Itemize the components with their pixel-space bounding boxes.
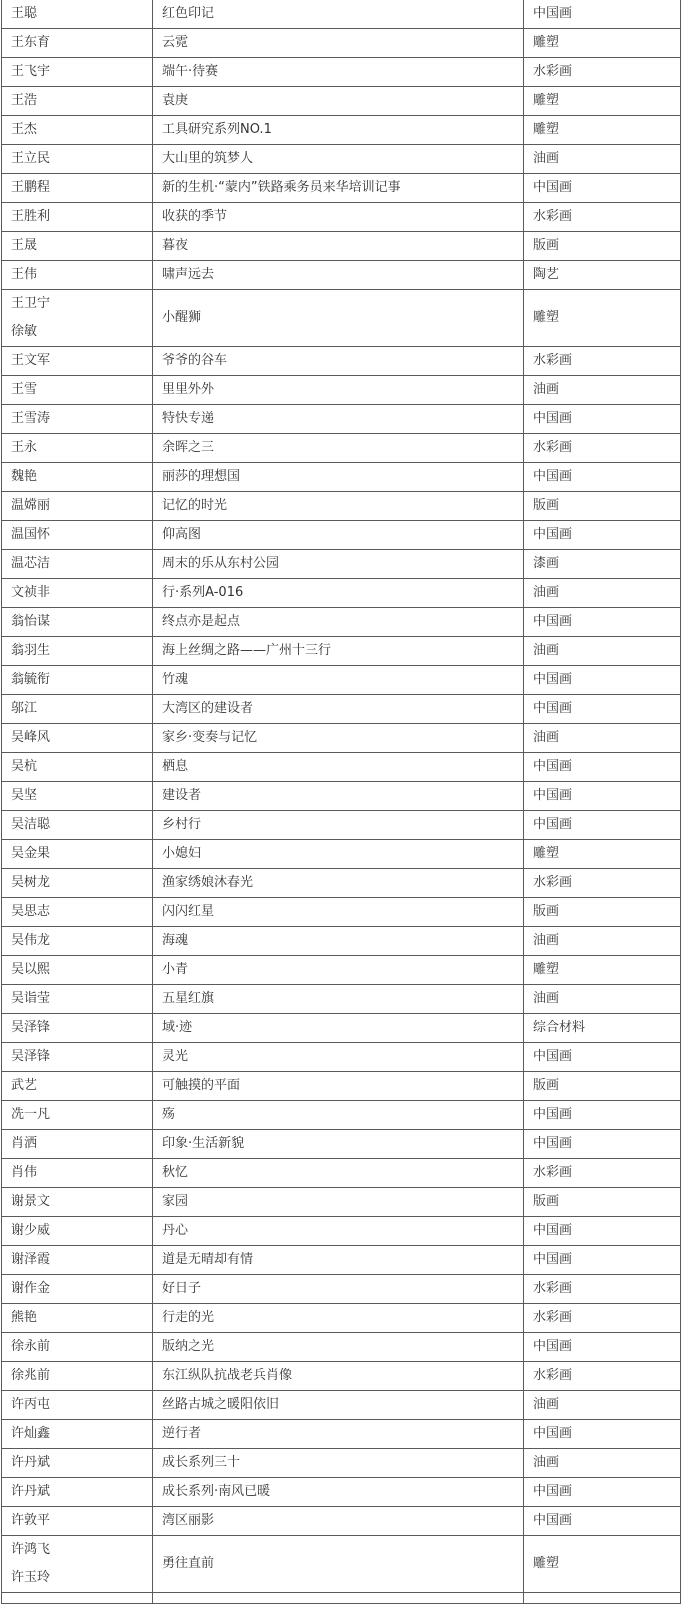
artist-cell	[2, 58, 153, 87]
artist-cell	[2, 376, 153, 405]
artist-cell	[2, 840, 153, 869]
artist-cell	[2, 290, 153, 347]
artist-name: 王伟	[11, 267, 38, 282]
artist-cell	[2, 811, 153, 840]
title-cell: 秋忆	[153, 1159, 524, 1188]
artist-name: 吴泽锋	[11, 1020, 51, 1035]
artist-name: 吴峰风	[11, 730, 51, 745]
artist-cell	[2, 1333, 153, 1362]
table-row	[2, 869, 681, 898]
artist-cell	[2, 434, 153, 463]
artist-cell	[2, 1507, 153, 1536]
table-row	[2, 666, 681, 695]
title-cell: 成长系列·南风已暖	[153, 1478, 524, 1507]
title-cell: 特快专递	[153, 405, 524, 434]
table-row	[2, 1072, 681, 1101]
title-cell: 行走的光	[153, 1304, 524, 1333]
table-row	[2, 145, 681, 174]
title-cell: 丝路古城之暖阳依旧	[153, 1391, 524, 1420]
table-row	[2, 376, 681, 405]
title-cell: 终点亦是起点	[153, 608, 524, 637]
category-cell: 中国画	[524, 811, 681, 840]
artist-cell	[2, 1275, 153, 1304]
category-cell: 中国画	[524, 1101, 681, 1130]
category-cell: 油画	[524, 579, 681, 608]
artist-name: 许敦平	[11, 1513, 51, 1528]
title-cell: 大山里的筑梦人	[153, 145, 524, 174]
table-row	[2, 985, 681, 1014]
table-row	[2, 1304, 681, 1333]
artist-cell	[2, 347, 153, 376]
table-body	[2, 0, 681, 1604]
title-cell: 记忆的时光	[153, 492, 524, 521]
artist-cell	[2, 608, 153, 637]
artist-cell	[2, 203, 153, 232]
table-row	[2, 550, 681, 579]
table-row	[2, 898, 681, 927]
table-row	[2, 608, 681, 637]
table-row	[2, 29, 681, 58]
title-cell: 五星红旗	[153, 985, 524, 1014]
artist-name: 熊艳	[11, 1310, 38, 1325]
artist-cell	[2, 666, 153, 695]
title-cell: 收获的季节	[153, 203, 524, 232]
artist-cell	[2, 405, 153, 434]
artist-cell	[2, 927, 153, 956]
artwork-list-table	[1, 0, 681, 1604]
title-cell: 工具研究系列NO.1	[153, 116, 524, 145]
artist-cell	[2, 261, 153, 290]
category-cell: 水彩画	[524, 1304, 681, 1333]
title-cell: 余晖之三	[153, 434, 524, 463]
category-cell: 水彩画	[524, 1159, 681, 1188]
title-cell: 闪闪红星	[153, 898, 524, 927]
artist-cell	[2, 1391, 153, 1420]
artist-name: 吴坚	[11, 788, 38, 803]
category-cell: 水彩画	[524, 1275, 681, 1304]
table-row	[2, 405, 681, 434]
table-row	[2, 1478, 681, 1507]
title-cell: 大湾区的建设者	[153, 695, 524, 724]
category-cell: 中国画	[524, 1217, 681, 1246]
artist-name: 王晟	[11, 238, 38, 253]
category-cell: 水彩画	[524, 58, 681, 87]
table-row	[2, 637, 681, 666]
artist-name: 王浩	[11, 93, 38, 108]
category-cell: 油画	[524, 145, 681, 174]
artist-name: 王永	[11, 440, 38, 455]
title-cell: 暮夜	[153, 232, 524, 261]
title-cell: 行·系列A-016	[153, 579, 524, 608]
category-cell: 油画	[524, 724, 681, 753]
artist-name: 谢作金	[11, 1281, 51, 1296]
artist-cell	[2, 724, 153, 753]
category-cell: 油画	[524, 1391, 681, 1420]
title-cell: 乡村行	[153, 811, 524, 840]
title-cell: 建设者	[153, 782, 524, 811]
artist-name: 吴诣莹	[11, 991, 51, 1006]
artist-name: 王聪	[11, 6, 38, 21]
table-row	[2, 840, 681, 869]
category-cell: 中国画	[524, 405, 681, 434]
category-cell: 雕塑	[524, 956, 681, 985]
title-cell: 道是无晴却有情	[153, 1246, 524, 1275]
title-cell: 家乡·变奏与记忆	[153, 724, 524, 753]
artist-cell	[2, 145, 153, 174]
artist-cell	[2, 782, 153, 811]
table-row	[2, 87, 681, 116]
title-cell: 仰高图	[153, 521, 524, 550]
artist-name: 王雪	[11, 382, 38, 397]
artist-name: 徐永前	[11, 1339, 51, 1354]
table-row	[2, 1362, 681, 1391]
category-cell: 水彩画	[524, 434, 681, 463]
title-cell: 海魂	[153, 927, 524, 956]
title-cell: 家园	[153, 1188, 524, 1217]
title-cell: 好日子	[153, 1275, 524, 1304]
table-row	[2, 1507, 681, 1536]
artist-name: 徐敏	[11, 324, 38, 339]
artist-cell	[2, 1043, 153, 1072]
table-row	[2, 1130, 681, 1159]
artist-name: 邬江	[11, 701, 38, 716]
category-cell: 水彩画	[524, 869, 681, 898]
artist-cell	[2, 29, 153, 58]
artist-name: 冼一凡	[11, 1107, 51, 1122]
artist-cell	[2, 550, 153, 579]
artist-cell	[2, 869, 153, 898]
category-cell: 水彩画	[524, 347, 681, 376]
table-row	[2, 956, 681, 985]
table-row	[2, 1014, 681, 1043]
category-cell: 漆画	[524, 550, 681, 579]
table-row	[2, 695, 681, 724]
title-cell: 丽莎的理想国	[153, 463, 524, 492]
artist-cell	[2, 1420, 153, 1449]
table-row	[2, 579, 681, 608]
title-cell: 渔家绣娘沐春光	[153, 869, 524, 898]
title-cell: 印象·生活新貌	[153, 1130, 524, 1159]
title-cell: 端午·待赛	[153, 58, 524, 87]
artist-cell	[2, 956, 153, 985]
table-row	[2, 290, 681, 347]
title-cell: 小醒狮	[153, 290, 524, 347]
category-cell: 版画	[524, 1072, 681, 1101]
category-cell: 中国画	[524, 521, 681, 550]
artist-name: 王杰	[11, 122, 38, 137]
artist-name: 许丹斌	[11, 1484, 51, 1499]
category-cell: 雕塑	[524, 290, 681, 347]
artist-cell	[2, 1014, 153, 1043]
artist-name: 许丙屯	[11, 1397, 51, 1412]
table-row	[2, 521, 681, 550]
category-cell: 油画	[524, 985, 681, 1014]
artist-cell	[2, 1188, 153, 1217]
title-cell: 竹魂	[153, 666, 524, 695]
artist-cell	[2, 174, 153, 203]
artist-name: 吴以熙	[11, 962, 51, 977]
artist-cell	[2, 898, 153, 927]
artist-name: 谢泽霞	[11, 1252, 51, 1267]
title-cell: 爷爷的谷车	[153, 347, 524, 376]
table-row	[2, 927, 681, 956]
title-cell: 周末的乐从东村公园	[153, 550, 524, 579]
table-row	[2, 1043, 681, 1072]
title-cell: 灵光	[153, 1043, 524, 1072]
artist-cell	[2, 1246, 153, 1275]
artist-name: 温国怀	[11, 527, 51, 542]
artist-cell	[2, 1159, 153, 1188]
table-row	[2, 58, 681, 87]
table-row	[2, 463, 681, 492]
title-cell: 小媳妇	[153, 840, 524, 869]
artist-cell	[2, 637, 153, 666]
category-cell: 中国画	[524, 608, 681, 637]
category-cell: 雕塑	[524, 116, 681, 145]
artist-name: 吴思志	[11, 904, 51, 919]
category-cell: 中国画	[524, 463, 681, 492]
category-cell: 中国画	[524, 753, 681, 782]
artist-cell	[2, 985, 153, 1014]
table-row	[2, 811, 681, 840]
title-cell: 成长系列三十	[153, 1449, 524, 1478]
artist-name: 翁毓衔	[11, 672, 51, 687]
artist-name: 吴洁聪	[11, 817, 51, 832]
artist-cell	[2, 1449, 153, 1478]
artist-name: 文祯非	[11, 585, 51, 600]
table-row	[2, 1101, 681, 1130]
category-cell: 水彩画	[524, 203, 681, 232]
title-cell: 海上丝绸之路——广州十三行	[153, 637, 524, 666]
table-row	[2, 203, 681, 232]
empty-cell	[153, 1593, 524, 1604]
artist-cell	[2, 116, 153, 145]
artist-name: 吴金果	[11, 846, 51, 861]
table-row	[2, 347, 681, 376]
table-row	[2, 1420, 681, 1449]
artist-cell	[2, 521, 153, 550]
category-cell: 雕塑	[524, 29, 681, 58]
artist-name: 肖洒	[11, 1136, 38, 1151]
artist-name: 肖伟	[11, 1165, 38, 1180]
artist-name: 温嫦丽	[11, 498, 51, 513]
artist-cell	[2, 232, 153, 261]
artist-cell	[2, 492, 153, 521]
artist-name: 王飞宇	[11, 64, 51, 79]
empty-cell	[524, 1593, 681, 1604]
artist-name: 吴伟龙	[11, 933, 51, 948]
artist-cell	[2, 1072, 153, 1101]
artist-name: 许鸿飞	[11, 1542, 51, 1557]
artist-cell	[2, 87, 153, 116]
artist-name: 许玉玲	[11, 1570, 51, 1585]
artist-name: 王卫宁	[11, 296, 51, 311]
category-cell: 油画	[524, 927, 681, 956]
title-cell: 丹心	[153, 1217, 524, 1246]
table-row	[2, 1217, 681, 1246]
artist-cell	[2, 579, 153, 608]
artist-cell	[2, 463, 153, 492]
title-cell: 小青	[153, 956, 524, 985]
artist-name: 吴杭	[11, 759, 38, 774]
table-row	[2, 174, 681, 203]
table-row	[2, 1391, 681, 1420]
artist-name: 王鹏程	[11, 180, 51, 195]
artist-name: 谢少威	[11, 1223, 51, 1238]
artist-cell	[2, 753, 153, 782]
category-cell: 中国画	[524, 1043, 681, 1072]
table-row	[2, 1275, 681, 1304]
artist-cell	[2, 695, 153, 724]
category-cell: 陶艺	[524, 261, 681, 290]
title-cell: 云霓	[153, 29, 524, 58]
artist-name: 魏艳	[11, 469, 38, 484]
artist-cell	[2, 1217, 153, 1246]
category-cell: 中国画	[524, 782, 681, 811]
artist-name: 吴泽锋	[11, 1049, 51, 1064]
table-row	[2, 1333, 681, 1362]
artist-name: 翁怡谋	[11, 614, 51, 629]
category-cell: 中国画	[524, 695, 681, 724]
artist-name: 徐兆前	[11, 1368, 51, 1383]
artist-name: 温芯洁	[11, 556, 51, 571]
category-cell: 中国画	[524, 174, 681, 203]
title-cell: 里里外外	[153, 376, 524, 405]
table-row-partial	[2, 1593, 681, 1604]
table-row	[2, 116, 681, 145]
artist-name: 王文军	[11, 353, 51, 368]
table-row	[2, 782, 681, 811]
artist-name: 王东育	[11, 35, 51, 50]
artist-name: 许灿鑫	[11, 1426, 51, 1441]
title-cell: 殇	[153, 1101, 524, 1130]
category-cell: 版画	[524, 1188, 681, 1217]
category-cell: 中国画	[524, 1130, 681, 1159]
title-cell: 逆行者	[153, 1420, 524, 1449]
table-row	[2, 1449, 681, 1478]
artist-name: 许丹斌	[11, 1455, 51, 1470]
title-cell: 栖息	[153, 753, 524, 782]
category-cell: 中国画	[524, 1246, 681, 1275]
table-row	[2, 434, 681, 463]
category-cell: 水彩画	[524, 1362, 681, 1391]
title-cell: 域·迹	[153, 1014, 524, 1043]
category-cell: 中国画	[524, 1507, 681, 1536]
category-cell: 油画	[524, 1449, 681, 1478]
table-row	[2, 492, 681, 521]
category-cell: 版画	[524, 898, 681, 927]
artist-name: 王雪涛	[11, 411, 51, 426]
table-row	[2, 724, 681, 753]
artist-name: 王胜利	[11, 209, 51, 224]
artist-name: 武艺	[11, 1078, 38, 1093]
category-cell: 中国画	[524, 1420, 681, 1449]
artist-name: 谢景文	[11, 1194, 51, 1209]
title-cell: 袁庚	[153, 87, 524, 116]
title-cell: 啸声远去	[153, 261, 524, 290]
artist-cell	[2, 1101, 153, 1130]
artist-cell	[2, 1478, 153, 1507]
category-cell: 中国画	[524, 1478, 681, 1507]
artist-cell	[2, 1304, 153, 1333]
artist-name: 王立民	[11, 151, 51, 166]
table-row	[2, 1159, 681, 1188]
table-row	[2, 1536, 681, 1593]
artist-name: 翁羽生	[11, 643, 51, 658]
category-cell: 综合材料	[524, 1014, 681, 1043]
category-cell: 版画	[524, 492, 681, 521]
table-row	[2, 232, 681, 261]
artist-cell	[2, 1362, 153, 1391]
category-cell: 油画	[524, 637, 681, 666]
table-row	[2, 1246, 681, 1275]
title-cell: 版纳之光	[153, 1333, 524, 1362]
title-cell: 新的生机·“蒙内”铁路乘务员来华培训记事	[153, 174, 524, 203]
artist-cell	[2, 0, 153, 29]
category-cell: 油画	[524, 376, 681, 405]
table-row	[2, 753, 681, 782]
title-cell: 勇往直前	[153, 1536, 524, 1593]
category-cell: 中国画	[524, 666, 681, 695]
artist-cell	[2, 1130, 153, 1159]
artist-cell	[2, 1536, 153, 1593]
category-cell: 雕塑	[524, 87, 681, 116]
category-cell: 版画	[524, 232, 681, 261]
table-row	[2, 1188, 681, 1217]
table-row	[2, 0, 681, 29]
category-cell: 中国画	[524, 1333, 681, 1362]
title-cell: 可触摸的平面	[153, 1072, 524, 1101]
category-cell: 中国画	[524, 0, 681, 29]
title-cell: 湾区丽影	[153, 1507, 524, 1536]
empty-cell	[2, 1593, 153, 1604]
title-cell: 红色印记	[153, 0, 524, 29]
category-cell: 雕塑	[524, 840, 681, 869]
category-cell: 雕塑	[524, 1536, 681, 1593]
title-cell: 东江纵队抗战老兵肖像	[153, 1362, 524, 1391]
artist-name: 吴树龙	[11, 875, 51, 890]
table-row	[2, 261, 681, 290]
